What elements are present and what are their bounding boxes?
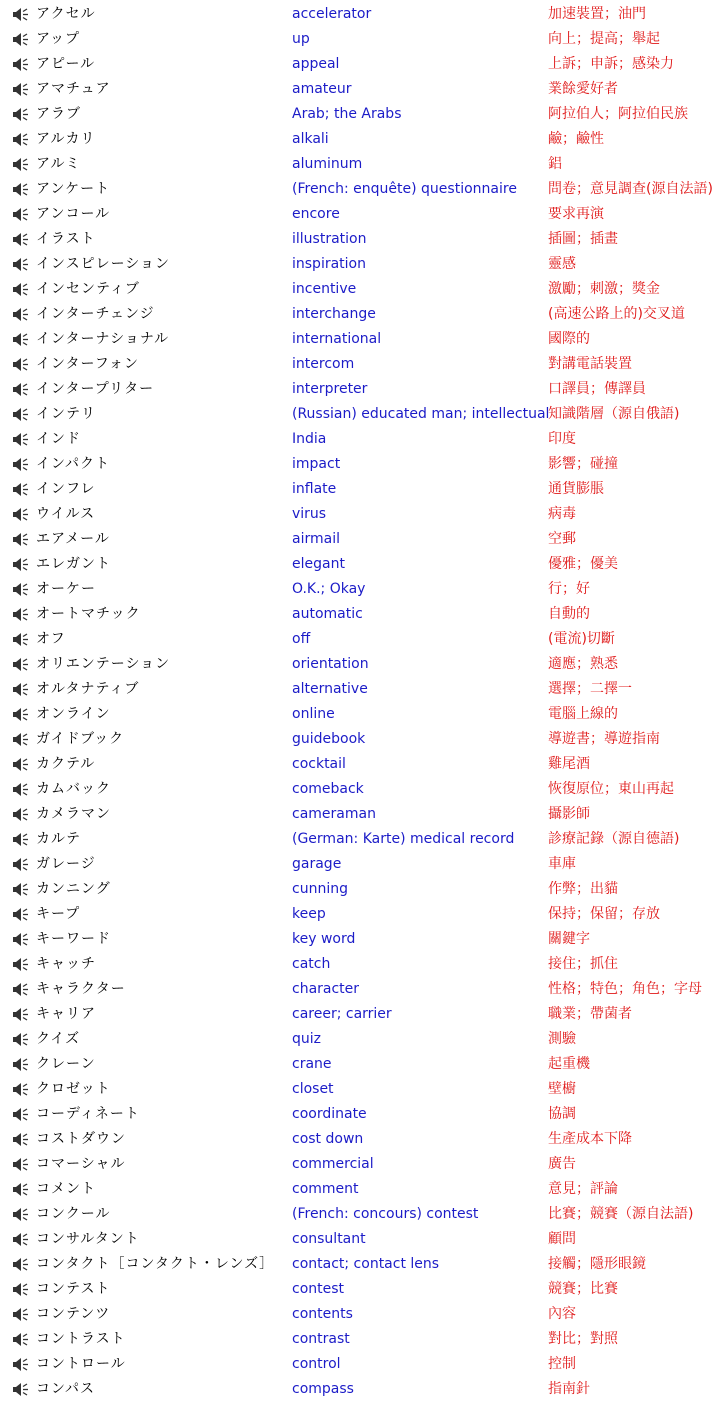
japanese-term: オーケー xyxy=(36,581,96,597)
chinese-meaning: 性格；特色；角色；字母 xyxy=(548,981,702,997)
japanese-term: ガレージ xyxy=(36,856,96,872)
japanese-term: カクテル xyxy=(36,756,96,772)
vocab-row xyxy=(0,952,720,977)
chinese-meaning: 病毒 xyxy=(548,506,576,522)
japanese-term: インセンティブ xyxy=(36,281,140,297)
speaker-icon[interactable] xyxy=(12,857,32,872)
japanese-term: コンテンツ xyxy=(36,1306,111,1322)
japanese-term: キープ xyxy=(36,906,81,922)
japanese-term: インタープリター xyxy=(36,381,155,397)
vocab-row xyxy=(0,402,720,427)
chinese-meaning: 生產成本下降 xyxy=(548,1131,632,1147)
vocab-row xyxy=(0,827,720,852)
english-meaning: comeback xyxy=(292,781,364,797)
speaker-icon[interactable] xyxy=(12,1082,32,1097)
speaker-icon[interactable] xyxy=(12,1357,32,1372)
japanese-term: ウイルス xyxy=(36,506,96,522)
japanese-term: コンサルタント xyxy=(36,1231,140,1247)
japanese-term: オリエンテーション xyxy=(36,656,171,672)
vocab-row xyxy=(0,1202,720,1227)
speaker-icon[interactable] xyxy=(12,1257,32,1272)
japanese-term: アップ xyxy=(36,31,81,47)
japanese-term: キーワード xyxy=(36,931,111,947)
speaker-icon[interactable] xyxy=(12,432,32,447)
english-meaning: keep xyxy=(292,906,326,922)
chinese-meaning: 適應；熟悉 xyxy=(548,656,618,672)
vocab-row xyxy=(0,777,720,802)
vocab-row xyxy=(0,727,720,752)
english-meaning: virus xyxy=(292,506,327,522)
japanese-term: ガイドブック xyxy=(36,731,125,747)
chinese-meaning: 起重機 xyxy=(548,1056,590,1072)
vocab-row xyxy=(0,327,720,352)
english-meaning: India xyxy=(292,431,327,447)
vocab-row xyxy=(0,702,720,727)
chinese-meaning: 診療記錄（源自德語) xyxy=(548,831,680,847)
japanese-term: アンケート xyxy=(36,181,111,197)
japanese-term: エレガント xyxy=(36,556,111,572)
vocab-row xyxy=(0,1177,720,1202)
japanese-term: カムバック xyxy=(36,781,111,797)
speaker-icon[interactable] xyxy=(12,1007,32,1022)
vocab-row xyxy=(0,1327,720,1352)
japanese-term: コントロール xyxy=(36,1356,126,1372)
chinese-meaning: 接觸；隱形眼鏡 xyxy=(548,1256,646,1272)
chinese-meaning: 行；好 xyxy=(548,581,590,597)
chinese-meaning: 通貨膨脹 xyxy=(548,481,604,497)
speaker-icon[interactable] xyxy=(12,157,32,172)
english-meaning: character xyxy=(292,981,360,997)
english-meaning: key word xyxy=(292,931,356,947)
chinese-meaning: 選擇；二擇一 xyxy=(548,681,632,697)
chinese-meaning: 對比；對照 xyxy=(548,1331,618,1347)
chinese-meaning: 影響；碰撞 xyxy=(548,456,618,472)
vocab-row xyxy=(0,177,720,202)
chinese-meaning: (電流)切斷 xyxy=(548,631,615,647)
speaker-icon[interactable] xyxy=(12,707,32,722)
vocab-row xyxy=(0,1252,720,1277)
vocab-row xyxy=(0,1077,720,1102)
english-meaning: control xyxy=(292,1356,341,1372)
english-meaning: impact xyxy=(292,456,341,472)
vocab-row xyxy=(0,1002,720,1027)
english-meaning: commercial xyxy=(292,1156,374,1172)
chinese-meaning: 接住；抓住 xyxy=(548,956,618,972)
chinese-meaning: 向上；提高；舉起 xyxy=(548,31,660,47)
vocab-row xyxy=(0,527,720,552)
english-meaning: comment xyxy=(292,1181,359,1197)
english-meaning: off xyxy=(292,631,311,647)
vocab-row xyxy=(0,927,720,952)
vocab-row xyxy=(0,1127,720,1152)
speaker-icon[interactable] xyxy=(12,357,32,372)
japanese-term: インド xyxy=(36,431,81,447)
japanese-term: インターナショナル xyxy=(36,331,170,347)
vocab-row xyxy=(0,477,720,502)
speaker-icon[interactable] xyxy=(12,482,32,497)
english-meaning: contrast xyxy=(292,1331,350,1347)
english-meaning: automatic xyxy=(292,606,363,622)
speaker-icon[interactable] xyxy=(12,907,32,922)
chinese-meaning: 上訴；申訴；感染力 xyxy=(548,56,674,72)
vocab-row xyxy=(0,1277,720,1302)
japanese-term: コストダウン xyxy=(36,1131,126,1147)
vocab-row xyxy=(0,52,720,77)
speaker-icon[interactable] xyxy=(12,982,32,997)
english-meaning: alkali xyxy=(292,131,329,147)
japanese-term: コントラスト xyxy=(36,1331,126,1347)
japanese-term: カルテ xyxy=(36,831,81,847)
speaker-icon[interactable] xyxy=(12,757,32,772)
japanese-term: コンテスト xyxy=(36,1281,111,1297)
japanese-term: アラブ xyxy=(36,106,81,122)
chinese-meaning: 測驗 xyxy=(548,1031,576,1047)
chinese-meaning: 國際的 xyxy=(548,331,590,347)
japanese-term: アンコール xyxy=(36,206,111,222)
speaker-icon[interactable] xyxy=(12,1057,32,1072)
english-meaning: cost down xyxy=(292,1131,364,1147)
chinese-meaning: 職業；帶菌者 xyxy=(548,1006,632,1022)
english-meaning: garage xyxy=(292,856,342,872)
chinese-meaning: 插圖；插畫 xyxy=(548,231,618,247)
english-meaning: inflate xyxy=(292,481,337,497)
speaker-icon[interactable] xyxy=(12,507,32,522)
english-meaning: illustration xyxy=(292,231,367,247)
speaker-icon[interactable] xyxy=(12,832,32,847)
english-meaning: cameraman xyxy=(292,806,376,822)
english-meaning: amateur xyxy=(292,81,352,97)
chinese-meaning: 業餘愛好者 xyxy=(548,81,618,97)
speaker-icon[interactable] xyxy=(12,257,32,272)
speaker-icon[interactable] xyxy=(12,1282,32,1297)
chinese-meaning: 鋁 xyxy=(548,156,562,172)
english-meaning: career; carrier xyxy=(292,1006,392,1022)
speaker-icon[interactable] xyxy=(12,1107,32,1122)
speaker-icon[interactable] xyxy=(12,382,32,397)
japanese-term: オフ xyxy=(36,631,66,647)
vocab-row xyxy=(0,752,720,777)
vocab-row xyxy=(0,652,720,677)
speaker-icon[interactable] xyxy=(12,232,32,247)
vocab-row xyxy=(0,602,720,627)
chinese-meaning: 問卷；意見調查(源自法語) xyxy=(548,181,713,197)
speaker-icon[interactable] xyxy=(12,632,32,647)
speaker-icon[interactable] xyxy=(12,182,32,197)
chinese-meaning: 雞尾酒 xyxy=(548,756,590,772)
japanese-term: オンライン xyxy=(36,706,111,722)
vocab-row xyxy=(0,1227,720,1252)
vocab-row xyxy=(0,877,720,902)
chinese-meaning: 電腦上線的 xyxy=(548,706,618,722)
japanese-term: キャラクター xyxy=(36,981,126,997)
english-meaning: accelerator xyxy=(292,6,372,22)
english-meaning: coordinate xyxy=(292,1106,367,1122)
japanese-term: コンタクト［コンタクト・レンズ］ xyxy=(36,1256,275,1272)
chinese-meaning: 導遊書；導遊指南 xyxy=(548,731,660,747)
english-meaning: inspiration xyxy=(292,256,366,272)
vocab-row xyxy=(0,1152,720,1177)
speaker-icon[interactable] xyxy=(12,732,32,747)
speaker-icon[interactable] xyxy=(12,282,32,297)
english-meaning: alternative xyxy=(292,681,368,697)
english-meaning: interchange xyxy=(292,306,376,322)
japanese-term: インパクト xyxy=(36,456,111,472)
japanese-term: アクセル xyxy=(36,6,96,22)
english-meaning: cocktail xyxy=(292,756,346,772)
chinese-meaning: 作弊；出貓 xyxy=(548,881,618,897)
speaker-icon[interactable] xyxy=(12,682,32,697)
chinese-meaning: 車庫 xyxy=(548,856,576,872)
english-meaning: (French: concours) contest xyxy=(292,1206,479,1222)
chinese-meaning: 指南針 xyxy=(548,1381,590,1397)
speaker-icon[interactable] xyxy=(12,1232,32,1247)
english-meaning: airmail xyxy=(292,531,340,547)
vocab-row xyxy=(0,2,720,27)
vocab-row xyxy=(0,377,720,402)
chinese-meaning: 保持；保留；存放 xyxy=(548,906,660,922)
japanese-term: エアメール xyxy=(36,531,110,547)
japanese-term: キャリア xyxy=(36,1006,96,1022)
speaker-icon[interactable] xyxy=(12,407,32,422)
english-meaning: international xyxy=(292,331,382,347)
speaker-icon[interactable] xyxy=(12,607,32,622)
chinese-meaning: 要求再演 xyxy=(548,206,604,222)
japanese-term: クロゼット xyxy=(36,1081,111,1097)
speaker-icon[interactable] xyxy=(12,7,32,22)
english-meaning: cunning xyxy=(292,881,348,897)
speaker-icon[interactable] xyxy=(12,457,32,472)
speaker-icon[interactable] xyxy=(12,932,32,947)
speaker-icon[interactable] xyxy=(12,132,32,147)
chinese-meaning: (高速公路上的)交叉道 xyxy=(548,306,685,322)
speaker-icon[interactable] xyxy=(12,82,32,97)
vocab-row xyxy=(0,77,720,102)
speaker-icon[interactable] xyxy=(12,957,32,972)
chinese-meaning: 控制 xyxy=(548,1356,576,1372)
japanese-term: アルミ xyxy=(36,156,81,172)
japanese-term: インターチェンジ xyxy=(36,306,155,322)
chinese-meaning: 廣告 xyxy=(548,1156,576,1172)
english-meaning: quiz xyxy=(292,1031,321,1047)
vocab-row xyxy=(0,502,720,527)
chinese-meaning: 優雅；優美 xyxy=(548,556,618,572)
speaker-icon[interactable] xyxy=(12,782,32,797)
chinese-meaning: 空郵 xyxy=(548,531,576,547)
chinese-meaning: 自動的 xyxy=(548,606,590,622)
english-meaning: closet xyxy=(292,1081,334,1097)
english-meaning: contents xyxy=(292,1306,353,1322)
japanese-term: オルタナティブ xyxy=(36,681,140,697)
english-meaning: compass xyxy=(292,1381,354,1397)
speaker-icon[interactable] xyxy=(12,1307,32,1322)
english-meaning: consultant xyxy=(292,1231,366,1247)
english-meaning: (Russian) educated man; intellectual xyxy=(292,406,550,422)
english-meaning: intercom xyxy=(292,356,355,372)
chinese-meaning: 加速裝置；油門 xyxy=(548,6,646,22)
english-meaning: elegant xyxy=(292,556,345,572)
english-meaning: contest xyxy=(292,1281,345,1297)
speaker-icon[interactable] xyxy=(12,207,32,222)
english-meaning: orientation xyxy=(292,656,369,672)
vocab-row xyxy=(0,202,720,227)
chinese-meaning: 內容 xyxy=(548,1306,576,1322)
chinese-meaning: 競賽；比賽 xyxy=(548,1281,618,1297)
vocab-row xyxy=(0,577,720,602)
english-meaning: (French: enquête) questionnaire xyxy=(292,181,517,197)
english-meaning: encore xyxy=(292,206,340,222)
japanese-term: キャッチ xyxy=(36,956,96,972)
japanese-term: インフレ xyxy=(36,481,96,497)
vocab-row xyxy=(0,1377,720,1402)
vocab-row xyxy=(0,902,720,927)
chinese-meaning: 壁櫥 xyxy=(548,1081,576,1097)
japanese-term: カンニング xyxy=(36,881,111,897)
english-meaning: (German: Karte) medical record xyxy=(292,831,515,847)
english-meaning: appeal xyxy=(292,56,340,72)
chinese-meaning: 恢復原位；東山再起 xyxy=(548,781,674,797)
english-meaning: O.K.; Okay xyxy=(292,581,366,597)
speaker-icon[interactable] xyxy=(12,1182,32,1197)
speaker-icon[interactable] xyxy=(12,32,32,47)
vocab-row xyxy=(0,102,720,127)
japanese-term: インスピレーション xyxy=(36,256,171,272)
japanese-term: インターフォン xyxy=(36,356,140,372)
chinese-meaning: 口譯員；傳譯員 xyxy=(548,381,646,397)
speaker-icon[interactable] xyxy=(12,1032,32,1047)
chinese-meaning: 協調 xyxy=(548,1106,576,1122)
chinese-meaning: 關鍵字 xyxy=(548,931,590,947)
vocab-row xyxy=(0,302,720,327)
vocab-row xyxy=(0,852,720,877)
japanese-term: コンパス xyxy=(36,1381,96,1397)
japanese-term: クレーン xyxy=(36,1056,96,1072)
vocab-row xyxy=(0,352,720,377)
japanese-term: イラスト xyxy=(36,231,96,247)
speaker-icon[interactable] xyxy=(12,332,32,347)
english-meaning: online xyxy=(292,706,335,722)
chinese-meaning: 阿拉伯人；阿拉伯民族 xyxy=(548,106,688,122)
vocab-row xyxy=(0,452,720,477)
chinese-meaning: 比賽；競賽（源自法語) xyxy=(548,1206,694,1222)
vocab-row xyxy=(0,977,720,1002)
vocab-row xyxy=(0,152,720,177)
english-meaning: Arab; the Arabs xyxy=(292,106,402,122)
vocab-row xyxy=(0,277,720,302)
vocab-row xyxy=(0,552,720,577)
vocab-row xyxy=(0,1102,720,1127)
japanese-term: コメント xyxy=(36,1181,96,1197)
vocabulary-list xyxy=(0,2,720,1402)
speaker-icon[interactable] xyxy=(12,882,32,897)
vocab-row xyxy=(0,677,720,702)
chinese-meaning: 激勵；刺激；獎金 xyxy=(548,281,660,297)
english-meaning: incentive xyxy=(292,281,357,297)
speaker-icon[interactable] xyxy=(12,107,32,122)
japanese-term: コーディネート xyxy=(36,1106,140,1122)
vocab-row xyxy=(0,27,720,52)
japanese-term: アピール xyxy=(36,56,96,72)
english-meaning: aluminum xyxy=(292,156,363,172)
chinese-meaning: 意見；評論 xyxy=(548,1181,618,1197)
chinese-meaning: 顧問 xyxy=(548,1231,576,1247)
english-meaning: guidebook xyxy=(292,731,366,747)
vocab-row xyxy=(0,227,720,252)
speaker-icon[interactable] xyxy=(12,657,32,672)
speaker-icon[interactable] xyxy=(12,1207,32,1222)
chinese-meaning: 印度 xyxy=(548,431,576,447)
speaker-icon[interactable] xyxy=(12,57,32,72)
vocab-row xyxy=(0,252,720,277)
speaker-icon[interactable] xyxy=(12,307,32,322)
japanese-term: クイズ xyxy=(36,1031,81,1047)
japanese-term: オートマチック xyxy=(36,606,141,622)
japanese-term: コマーシャル xyxy=(36,1156,126,1172)
vocab-row xyxy=(0,1027,720,1052)
chinese-meaning: 鹼；鹼性 xyxy=(548,131,604,147)
japanese-term: アマチュア xyxy=(36,81,111,97)
speaker-icon[interactable] xyxy=(12,1132,32,1147)
vocab-row xyxy=(0,427,720,452)
vocab-row xyxy=(0,1302,720,1327)
speaker-icon[interactable] xyxy=(12,532,32,547)
speaker-icon[interactable] xyxy=(12,1157,32,1172)
english-meaning: contact; contact lens xyxy=(292,1256,440,1272)
english-meaning: crane xyxy=(292,1056,332,1072)
speaker-icon[interactable] xyxy=(12,557,32,572)
speaker-icon[interactable] xyxy=(12,1332,32,1347)
japanese-term: カメラマン xyxy=(36,806,111,822)
speaker-icon[interactable] xyxy=(12,582,32,597)
vocab-row xyxy=(0,1352,720,1377)
japanese-term: アルカリ xyxy=(36,131,96,147)
english-meaning: catch xyxy=(292,956,331,972)
vocab-row xyxy=(0,627,720,652)
chinese-meaning: 靈感 xyxy=(548,256,576,272)
vocab-row xyxy=(0,127,720,152)
speaker-icon[interactable] xyxy=(12,1382,32,1397)
vocab-row xyxy=(0,802,720,827)
chinese-meaning: 知識階層（源自俄語) xyxy=(548,406,680,422)
vocab-row xyxy=(0,1052,720,1077)
chinese-meaning: 對講電話裝置 xyxy=(548,356,632,372)
english-meaning: up xyxy=(292,31,310,47)
japanese-term: インテリ xyxy=(36,406,96,422)
chinese-meaning: 攝影師 xyxy=(548,806,590,822)
english-meaning: interpreter xyxy=(292,381,368,397)
japanese-term: コンクール xyxy=(36,1206,111,1222)
speaker-icon[interactable] xyxy=(12,807,32,822)
